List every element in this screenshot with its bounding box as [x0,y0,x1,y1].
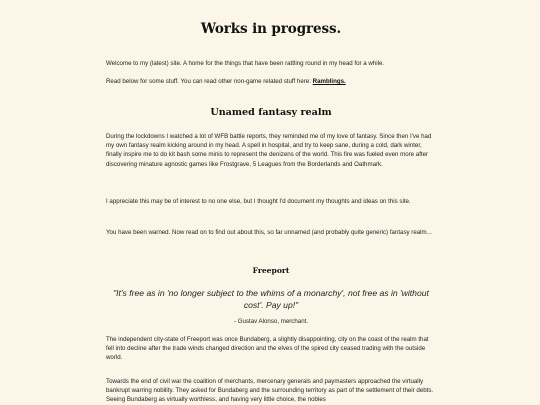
ramblings-link[interactable]: Ramblings. [312,78,346,85]
subsection-heading: Freeport [252,266,290,275]
page-title: Works in progress. [200,21,342,37]
intro-paragraph: Welcome to my (latest) site. A home for the things that have been rattling round in my head for a while. [106,60,385,67]
section-paragraph: You have been warned. Now read on to find out about this, so far unnamed (and probably quite generic) fantasy realm... [106,229,432,236]
quote-attribution: - Gustav Alonso, merchant. [233,318,309,325]
intro-links-paragraph [106,77,436,86]
subsection-paragraph: Towards the end of civil war the coalition of merchants, mercenary generals and paymasters approached the virtually bankrupt warring nobility. They asked for Bundaberg and the surrounding territory as part of the settlement of their debts. Seeing Bundaberg as virtually worthless, and having very little choice, the nobles [106,378,434,404]
section-paragraph: During the lockdowns I watched a lot of WFB battle reports, they reminded me of my love of fantasy. Since then I've had my own fantasy realm kicking around in my head. A spell in hospital, and try to keep sane, during a cold, dark winter, finally inspire me to do kit bash some minis to represent the denizens of the world. This fire was fueled even more after discovering minature agnostic games like Frostgrave, 5 Leagues from the Borderlands and Oathmark. [106,133,432,168]
section-paragraph: I appreciate this may be of interest to no one else, but I thought I'd document my thoughts and ideas on this site. [106,198,411,205]
section-heading: Unamed fantasy realm [210,107,332,118]
quote: "It's free as in 'no longer subject to the whims of a monarchy', not free as in 'without cost'. Pay up!" [113,288,429,311]
intro-links-text: Read below for some stuff. You can read other non-game related stuff here: [106,78,313,85]
subsection-paragraph: The independent city-state of Freeport was once Bundaberg, a slightly disappointing, city on the coast of the realm that fell into decline after the trade winds changed direction and the elves of the spired city ceased trading with the outside world. [106,336,429,362]
